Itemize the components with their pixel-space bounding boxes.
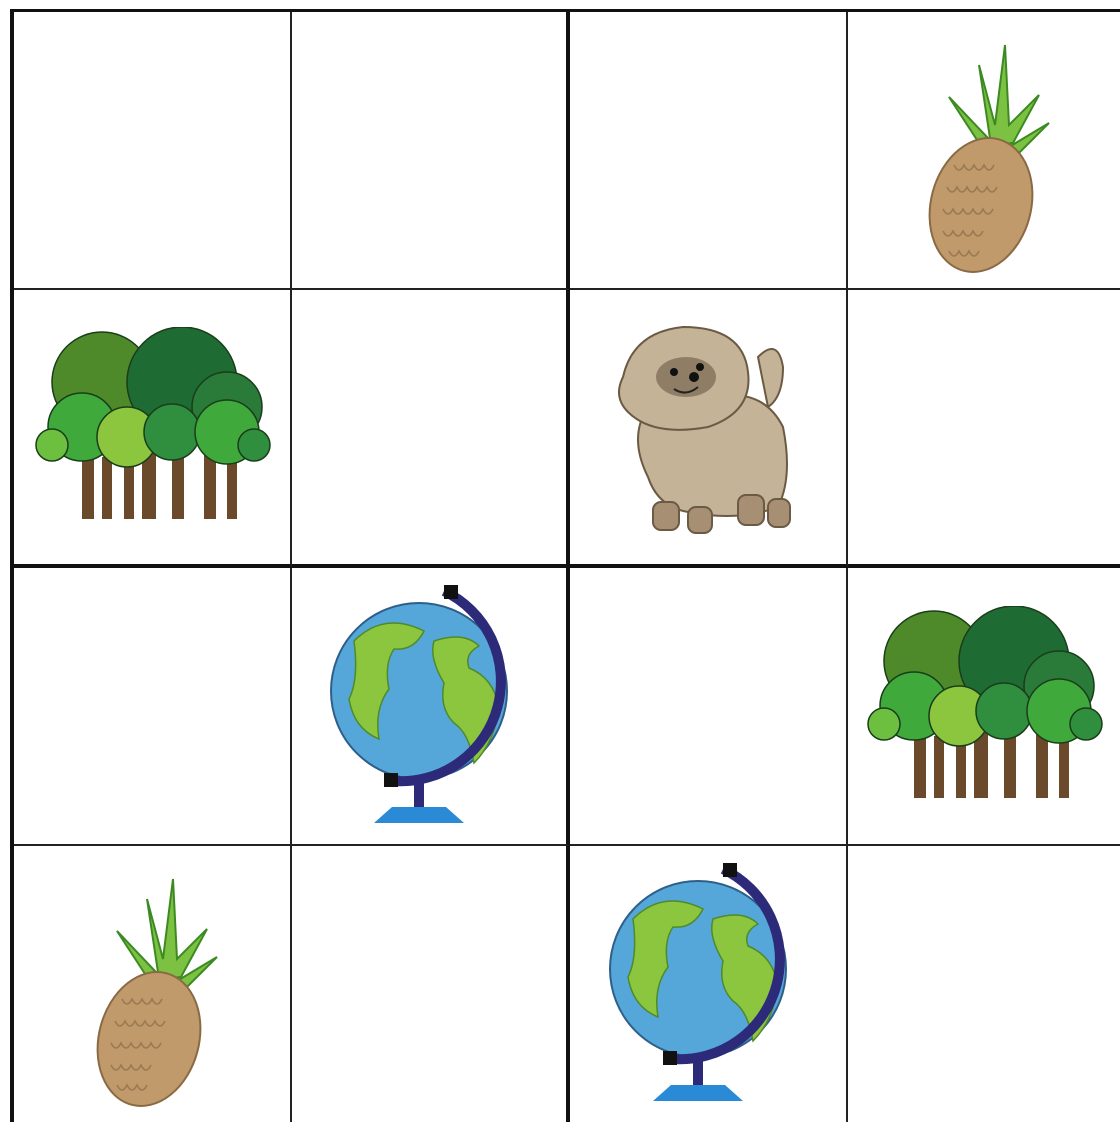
cell-r1-c3[interactable] — [570, 12, 848, 290]
trees-icon — [864, 606, 1104, 806]
dog-icon — [608, 317, 808, 537]
cell-r1-c1[interactable] — [14, 12, 292, 290]
cell-r1-c4[interactable] — [848, 12, 1120, 290]
pineapple-icon — [909, 25, 1059, 275]
cell-r4-c3[interactable] — [570, 846, 848, 1122]
cell-r2-c1[interactable] — [14, 290, 292, 568]
cell-r4-c2[interactable] — [292, 846, 570, 1122]
cell-r3-c4[interactable] — [848, 568, 1120, 846]
globe-icon — [324, 581, 534, 831]
cell-r3-c2[interactable] — [292, 568, 570, 846]
trees-icon — [32, 327, 272, 527]
cell-r1-c2[interactable] — [292, 12, 570, 290]
sudoku-board — [14, 12, 1120, 1122]
globe-icon — [603, 859, 813, 1109]
pineapple-icon — [77, 859, 227, 1109]
cell-r3-c1[interactable] — [14, 568, 292, 846]
cell-r2-c3[interactable] — [570, 290, 848, 568]
cell-r4-c4[interactable] — [848, 846, 1120, 1122]
cell-r2-c2[interactable] — [292, 290, 570, 568]
cell-r2-c4[interactable] — [848, 290, 1120, 568]
cell-r4-c1[interactable] — [14, 846, 292, 1122]
cell-r3-c3[interactable] — [570, 568, 848, 846]
